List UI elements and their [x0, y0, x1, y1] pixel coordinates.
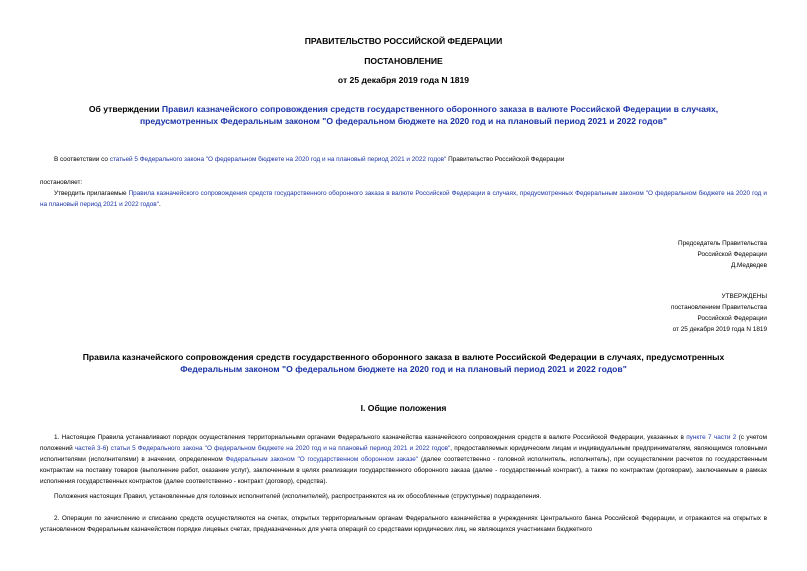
preamble-text: В соответствии со: [54, 156, 110, 163]
government-heading: ПРАВИТЕЛЬСТВО РОССИЙСКОЙ ФЕДЕРАЦИИ: [304, 36, 503, 46]
section-title: I. Общие положения: [360, 403, 447, 413]
approve-text: Утвердить прилагаемые: [54, 190, 129, 197]
rules-title-line1: Правила казначейского сопровождения средств государственного оборонного заказа в валюте Российской Федерации в случаях, предусмотренных: [82, 352, 725, 362]
p1-text-4: , предоставляемых юридическим лицам и индивидуальным предпринимателям, являющимся головными исполнителями (исполнителями) в значении, определенном: [40, 445, 768, 463]
paragraph-2: 2. Операции по зачислению и списанию средств осуществляются на счетах, открытых территориальным органам Федерального казначейства в учреждениях Центрального банка Российской Федерации, и отражаются на открытых в установленном Федеральным казначейством порядке лицевых счетах, предназначенных для учета операций со средствами юридических лиц, не являющихся участниками бюджетного: [40, 515, 767, 533]
doc-type-heading: ПОСТАНОВЛЕНИЕ: [364, 56, 443, 66]
signature-block: [467, 238, 767, 271]
p1-link-article[interactable]: статьи 5 Федерального закона "О федеральном бюджете на 2020 год и на плановый период 2021 и 2022 годов": [110, 445, 451, 452]
date-number-heading: от 25 декабря 2019 года N 1819: [337, 75, 470, 85]
signature-country: Российской Федерации: [697, 251, 767, 258]
approve-paragraph: [40, 188, 767, 210]
approved-block: [467, 291, 767, 335]
approved-date: от 25 декабря 2019 года N 1819: [672, 326, 767, 333]
paragraph-1: [40, 432, 767, 487]
title-prefix: Об утверждении: [88, 104, 162, 114]
approved-label: УТВЕРЖДЕНЫ: [721, 293, 767, 300]
title-link-law[interactable]: предусмотренных Федеральным законом "О федеральном бюджете на 2020 год и на плановый период 2021 и 2022 годов": [139, 115, 668, 126]
title-link-rules[interactable]: Правил казначейского сопровождения средств государственного оборонного заказа в валюте Российской Федерации в случаях,: [161, 104, 719, 114]
signature-position: Председатель Правительства: [678, 240, 767, 247]
signature-name: Д.Медведев: [730, 262, 767, 269]
paragraph-note: Положения настоящих Правил, установленные для головных исполнителей (исполнителей), распространяются на их обособленные (структурные) подразделения.: [54, 493, 542, 500]
preamble-law-link[interactable]: статьей 5 Федерального закона "О федеральном бюджете на 2020 год и на плановый период 2021 и 2022 годов": [109, 156, 447, 163]
p1-link-parts[interactable]: частей 3-6: [74, 445, 107, 452]
approve-end: .: [158, 201, 161, 208]
p1-link-part[interactable]: пункте 7 части 2: [686, 434, 737, 441]
document-title: [40, 104, 767, 127]
p1-text-1: 1. Настоящие Правила устанавливают порядок осуществления территориальными органами Федерального казначейства казначейского сопровождения средств в валюте Российской Федерации, указанных в: [54, 434, 687, 441]
approve-rules-link[interactable]: Правила казначейского сопровождения средств государственного оборонного заказа в валюте Российской Федерации в случаях, предусмотренных Федеральным законом "О федеральном бюджете на 2020 год и на плановый период 2021 и 2022 годов": [40, 190, 767, 208]
approved-country: Российской Федерации: [697, 315, 767, 322]
p1-text-2: (с учетом положений: [40, 434, 767, 452]
p1-text-5: (далее соответственно - головной исполнитель, исполнитель), при осуществлении расчетов по государственным контрактам на поставку товаров (выполнение работ, оказание услуг), заключенным в целях реализации государственного оборонного заказа (далее - государственный контракт), а также по контрактам (договорам), заключаемым в рамках исполнения государственных контрактов (далее соответственно - контракт (договор), средства).: [40, 456, 767, 485]
preamble-text-end: Правительство Российской Федерации: [446, 156, 565, 163]
preamble: [54, 154, 767, 165]
p1-link-defense-law[interactable]: Федеральным законом "О государственном оборонном заказе": [225, 456, 419, 463]
postanovlyaet-label: постановляет:: [40, 179, 83, 186]
p1-text-3: ): [106, 445, 111, 452]
decree-block: [40, 177, 767, 210]
rules-title-law-link[interactable]: Федеральным законом "О федеральном бюджете на 2020 год и на плановый период 2021 и 2022 годов": [180, 363, 627, 374]
rules-title: [40, 352, 767, 375]
approved-by: постановлением Правительства: [671, 304, 767, 311]
